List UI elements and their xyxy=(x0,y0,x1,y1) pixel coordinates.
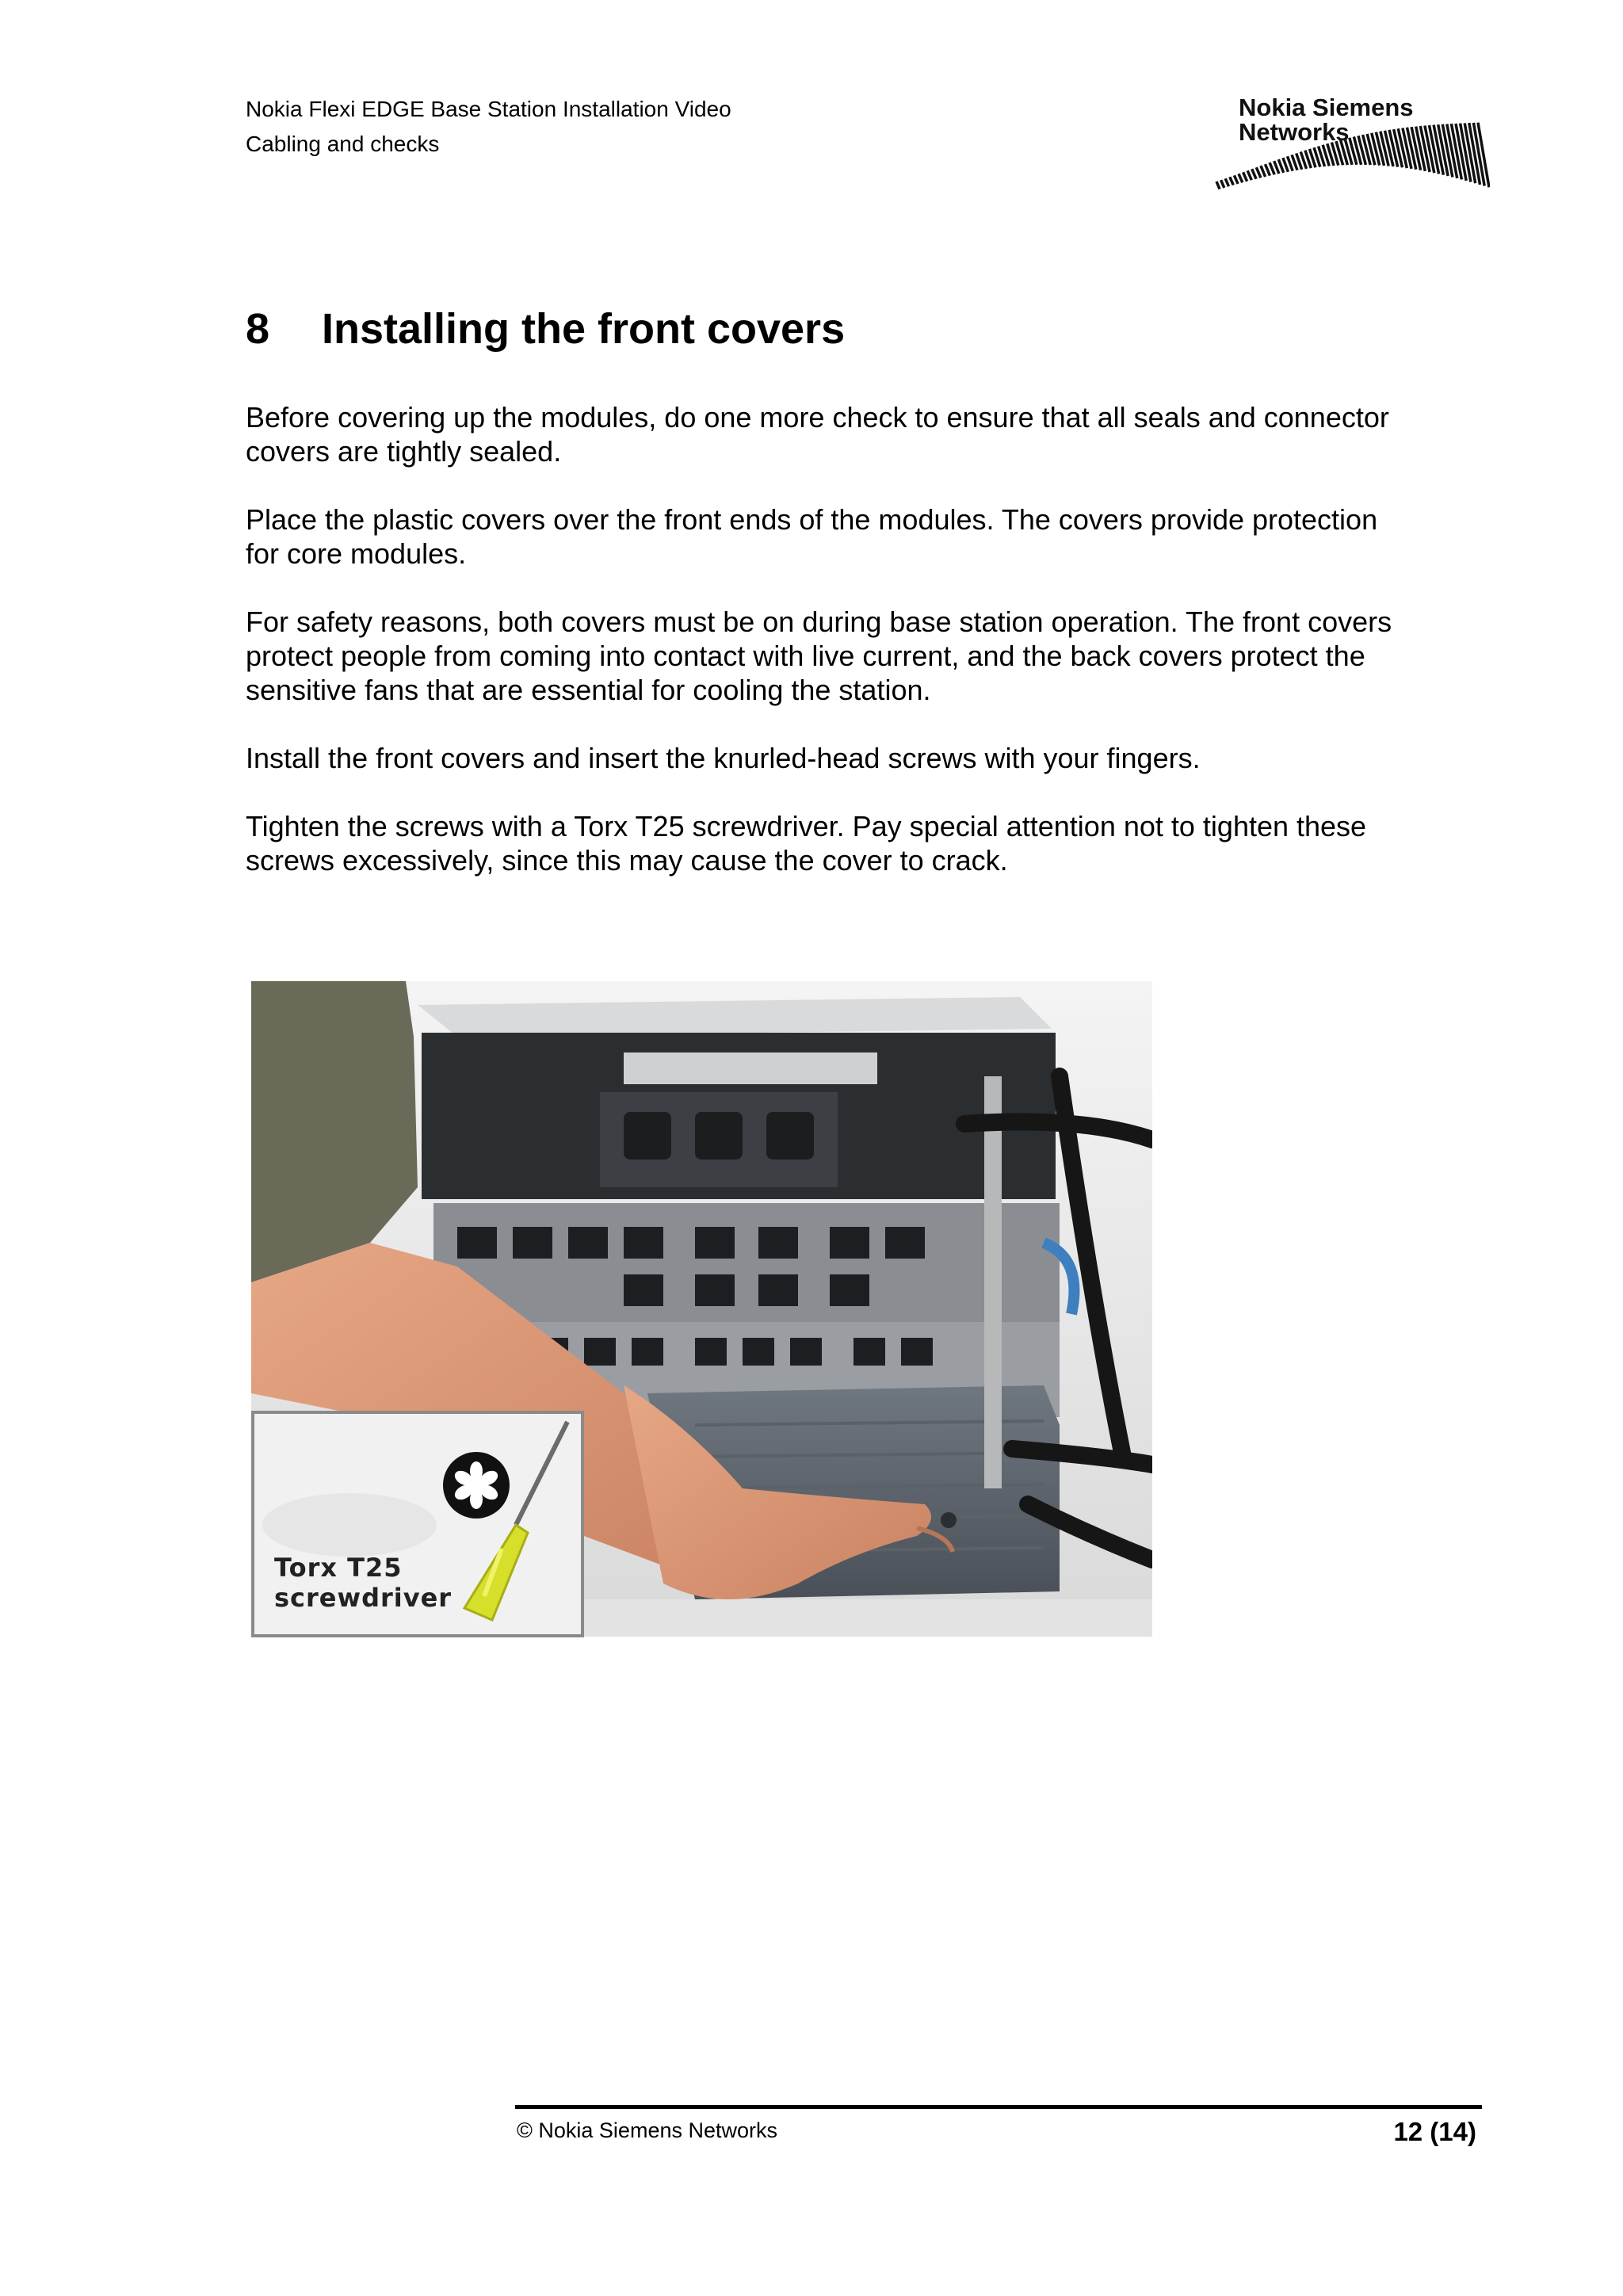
torx-screwdriver-inset xyxy=(251,1411,584,1637)
logo-stripe xyxy=(1256,167,1261,178)
logo-stripe xyxy=(1261,166,1266,177)
logo-line-2: Networks xyxy=(1239,118,1350,146)
logo-stripe xyxy=(1252,169,1256,179)
paragraph: Tighten the screws with a Torx T25 screwdriver. Pay special attention not to tighten these screws excessively, since this may cause the cover to crack. xyxy=(246,810,1367,877)
paragraph: For safety reasons, both covers must be on during base station operation. The front covers protect people from coming into contact with live current, and the back covers protect the sensitive fans that are essential for cooling the station. xyxy=(246,606,1392,706)
logo-line-1: Nokia Siemens xyxy=(1239,94,1414,121)
logo-stripe xyxy=(1225,178,1228,186)
inset-label-line-2: screwdriver xyxy=(274,1583,453,1613)
logo-stripe xyxy=(1266,164,1270,176)
logo-stripe xyxy=(1230,177,1234,185)
paragraph: Install the front covers and insert the knurled-head screws with your fingers. xyxy=(246,742,1201,774)
logo-wordmark xyxy=(1239,95,1414,144)
footer-copyright: © Nokia Siemens Networks xyxy=(517,2118,777,2142)
inset-label xyxy=(274,1553,452,1613)
section-title: Installing the front covers xyxy=(322,305,846,353)
logo-stripe xyxy=(1221,180,1224,188)
inset-label-line-1: Torx T25 xyxy=(274,1553,403,1583)
logo-stripe xyxy=(1247,170,1251,180)
nokia-siemens-networks-logo xyxy=(1209,91,1490,218)
logo-stripe xyxy=(1243,172,1247,181)
paragraph: Place the plastic covers over the front ends of the modules. The covers provide protection for core modules. xyxy=(246,503,1378,570)
footer-rule xyxy=(515,2105,1482,2109)
header-chapter-title: Cabling and checks xyxy=(246,132,440,156)
header-document-title: Nokia Flexi EDGE Base Station Installation Video xyxy=(246,97,731,121)
logo-stripe xyxy=(1216,181,1220,189)
logo-stripe xyxy=(1234,175,1238,184)
logo-stripe xyxy=(1270,162,1274,174)
page-number: 12 (14) xyxy=(1393,2117,1476,2146)
logo-stripe xyxy=(1239,174,1243,182)
section-number: 8 xyxy=(246,305,270,353)
paragraph: Before covering up the modules, do one more check to ensure that all seals and connector covers are tightly sealed. xyxy=(246,401,1389,468)
